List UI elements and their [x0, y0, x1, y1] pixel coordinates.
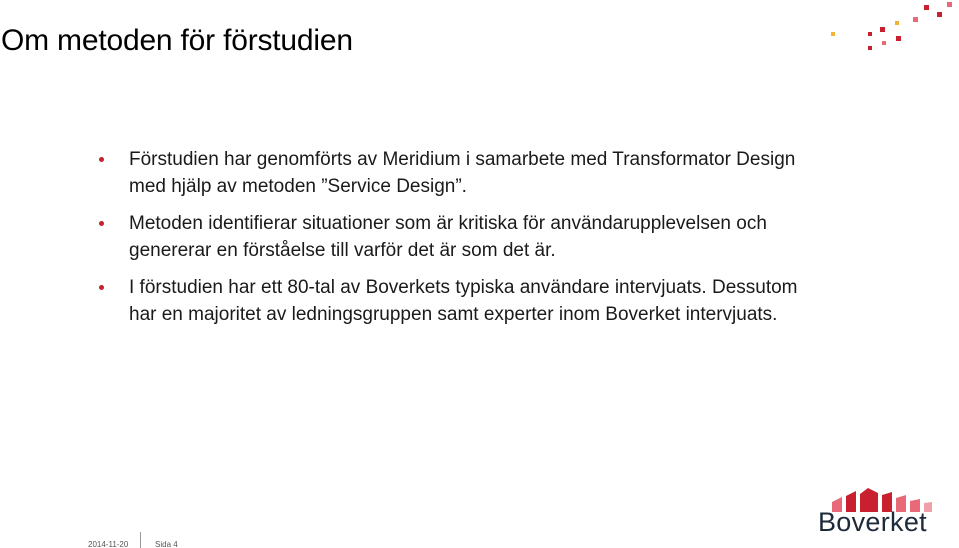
bullet-dot-icon [99, 157, 104, 162]
bullet-text: Metoden identifierar situationer som är kritiska för användarupplevelsen och genererar en förståelse till varför det är som det är. [129, 213, 767, 261]
logo-wordmark: Boverket [818, 507, 927, 537]
decorative-squares-icon [0, 0, 959, 60]
bullet-dot-icon [99, 221, 104, 226]
bullet-dot-icon [99, 285, 104, 290]
slide-title: Om metoden för förstudien [1, 24, 353, 57]
footer-divider [140, 532, 141, 548]
footer-date: 2014-11-20 [88, 540, 129, 548]
bullet-text: Förstudien har genomförts av Meridium i samarbete med Transformator Design med hjälp av metoden ”Service Design”. [129, 149, 796, 197]
bullet-list [96, 146, 816, 338]
list-item [96, 210, 816, 264]
footer-page-number: Sida 4 [155, 540, 178, 548]
bullet-text: I förstudien har ett 80-tal av Boverkets typiska användare intervjuats. Dessutom har en majoritet av ledningsgruppen samt experter inom Boverket intervjuats. [129, 277, 798, 325]
list-item [96, 146, 816, 200]
list-item [96, 274, 816, 328]
